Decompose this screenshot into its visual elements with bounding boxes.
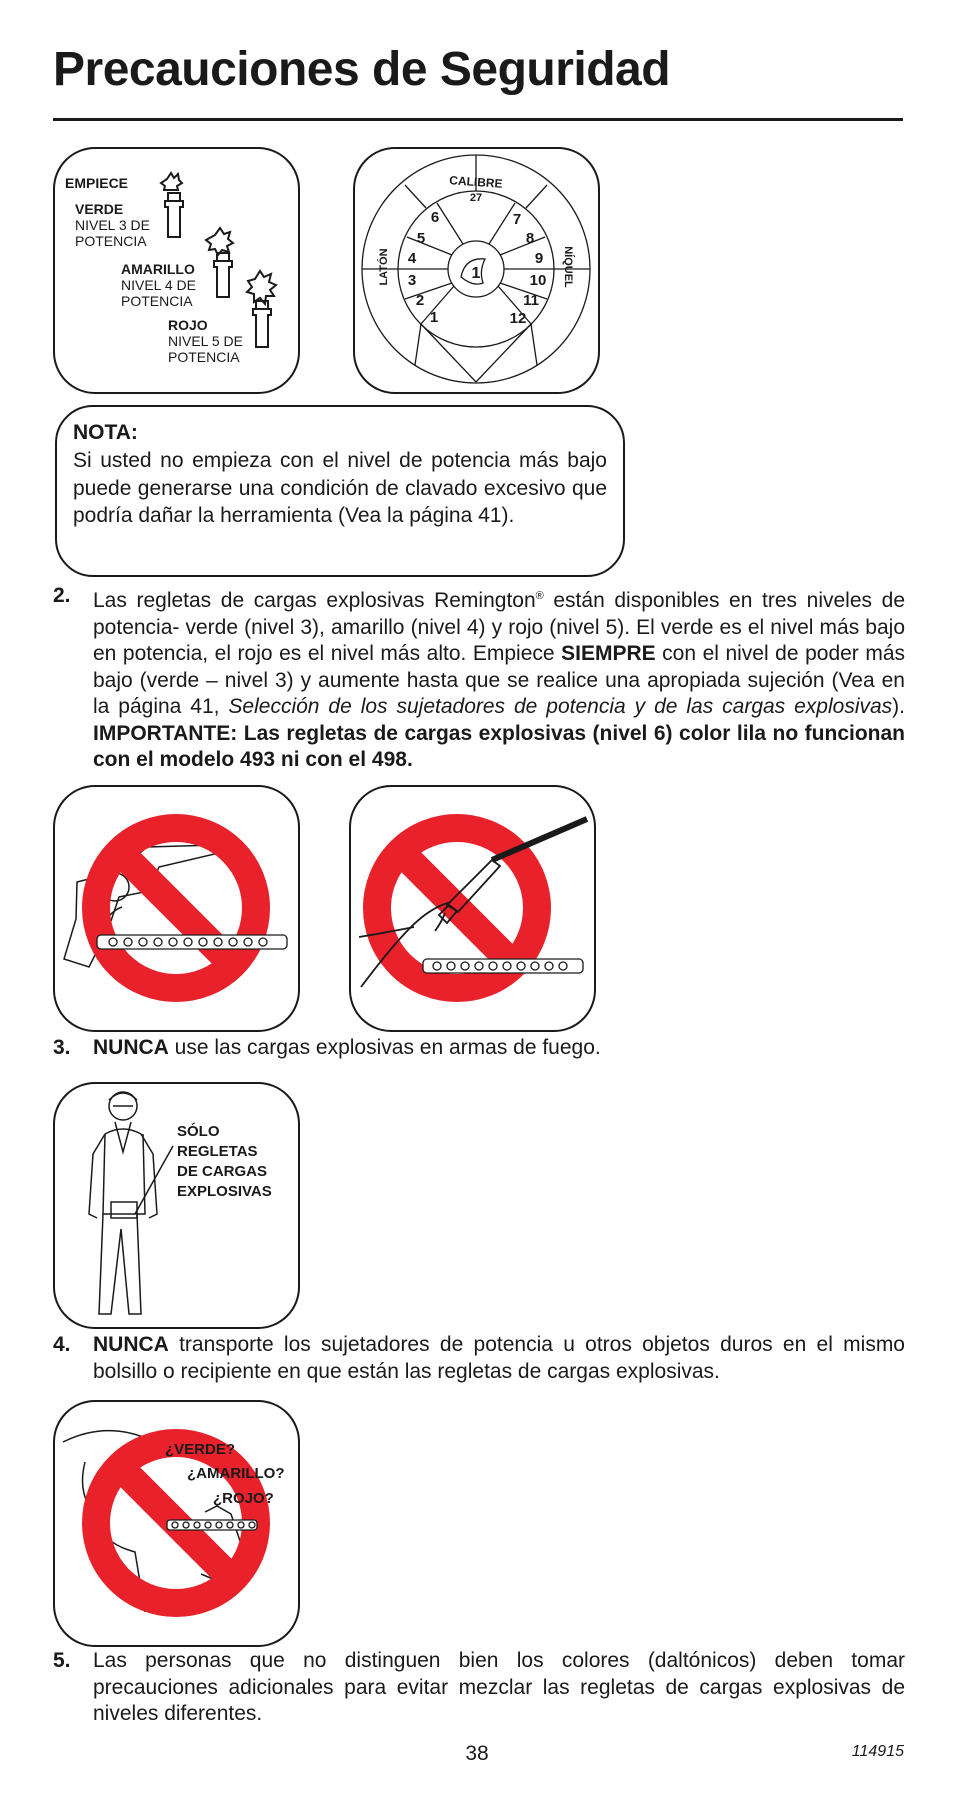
- document-code: 114915: [851, 1743, 904, 1760]
- item-2: [53, 583, 905, 774]
- item-4-number: 4.: [53, 1333, 71, 1356]
- power-load-icon: [55, 149, 297, 391]
- item-5-number: 5.: [53, 1649, 71, 1672]
- title-rule: [53, 118, 903, 121]
- wheel-number-5: 5: [416, 230, 426, 247]
- color-mix-panel: [53, 1400, 300, 1647]
- note-body: Si usted no empieza con el nivel de potencia más bajo puede generarse una condición de clavado excesivo que podría dañar la herramienta (Vea la página 41).: [73, 449, 607, 527]
- wheel-number-12: 12: [509, 310, 527, 327]
- yellow-level-label: AMARILLO NIVEL 4 DE POTENCIA: [121, 261, 196, 309]
- gauge-number: 27: [469, 192, 483, 204]
- power-levels-panel: [53, 147, 300, 394]
- item-4-text: NUNCA transporte los sujetadores de potencia u otros objetos duros en el mismo bolsillo o recipiente en que están las regletas de cargas explosivas.: [93, 1333, 905, 1383]
- wheel-number-11: 11: [523, 292, 539, 309]
- note-box: [55, 405, 625, 577]
- no-revolver-panel: [53, 785, 300, 1032]
- worker-pocket-icon: [55, 1084, 297, 1326]
- question-green: ¿VERDE?: [165, 1441, 236, 1458]
- pocket-panel: [53, 1082, 300, 1329]
- question-red: ¿ROJO?: [213, 1490, 274, 1507]
- item-3-text: NUNCA use las cargas explosivas en armas de fuego.: [93, 1036, 601, 1059]
- wheel-number-4: 4: [407, 250, 417, 267]
- green-level-label: VERDE NIVEL 3 DE POTENCIA: [75, 201, 150, 249]
- item-5: [53, 1648, 905, 1728]
- gauge-wheel-icon: [355, 149, 597, 391]
- wheel-number-9: 9: [534, 250, 544, 267]
- prohibited-color-mix-icon: [55, 1402, 297, 1644]
- prohibited-rifle-icon: [351, 787, 593, 1029]
- wheel-number-6: 6: [430, 209, 440, 226]
- start-label: EMPIECE: [65, 175, 129, 191]
- niquel-label: NÍQUEL: [562, 246, 574, 288]
- item-3-number: 3.: [53, 1036, 71, 1059]
- item-2-number: 2.: [53, 584, 71, 607]
- no-rifle-panel: [349, 785, 596, 1032]
- wheel-number-3: 3: [407, 272, 417, 289]
- wheel-number-7: 7: [512, 211, 522, 228]
- item-2-text: Las regletas de cargas explosivas Remington® están disponibles en tres niveles de potencia- verde (nivel 3), amarillo (nivel 4) y rojo (nivel 5). El verde es el nivel más bajo en potencia, el rojo es el nivel más alto. Empiece SIEMPRE con el nivel de poder más bajo (verde – nivel 3) y aumente hasta que se realice una apropiada sujeción (Vea en la página 41, Selección de los sujetadores de potencia y de las cargas explosivas). IMPORTANTE: Las regletas de cargas explosivas (nivel 6) color lila no funcionan con el modelo 493 ni con el 498.: [93, 589, 906, 771]
- wheel-center-number: 1: [471, 265, 481, 282]
- wheel-number-8: 8: [525, 230, 535, 247]
- pocket-label: SÓLO REGLETAS DE CARGAS EXPLOSIVAS: [177, 1123, 272, 1200]
- page-title: Precauciones de Seguridad: [53, 43, 671, 96]
- note-title: NOTA:: [73, 421, 138, 444]
- item-5-text: Las personas que no distinguen bien los colores (daltónicos) deben tomar precauciones adicionales para evitar mezclar las regletas de cargas explosivas de niveles diferentes.: [93, 1649, 905, 1725]
- question-yellow: ¿AMARILLO?: [187, 1465, 285, 1482]
- red-level-label: ROJO NIVEL 5 DE POTENCIA: [168, 317, 243, 365]
- laton-label: LATÓN: [378, 248, 390, 286]
- item-4: [53, 1332, 905, 1385]
- page-number: 38: [465, 1742, 489, 1765]
- gauge-wheel-panel: [353, 147, 600, 394]
- wheel-number-1: 1: [429, 309, 439, 326]
- item-3: [53, 1035, 905, 1062]
- calibre-label: CALIBRE: [448, 173, 504, 191]
- wheel-number-10: 10: [529, 272, 547, 289]
- wheel-number-2: 2: [415, 292, 425, 309]
- prohibited-revolver-icon: [55, 787, 297, 1029]
